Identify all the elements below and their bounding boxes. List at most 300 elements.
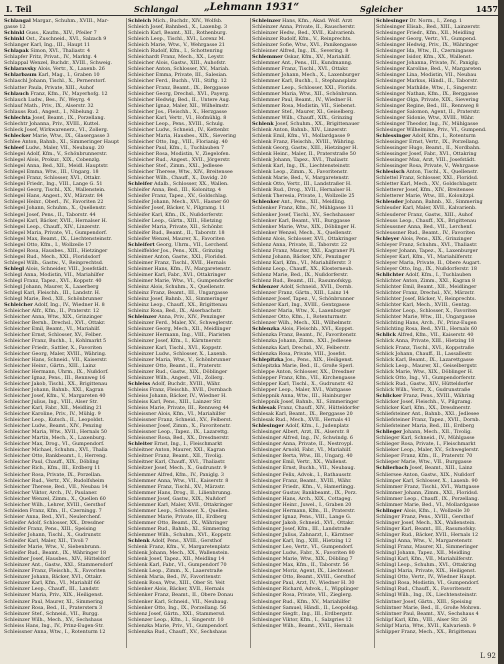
entry-text: Hans, Kfm., Akad. Wolf. Arzt: [280, 18, 353, 24]
entry-text: Schlenker Otto, Ing., IX., Porzellang. 56: [128, 604, 227, 611]
entry-text: Schleinzer Ant., Gastw., XXI., Stammersdorf: [4, 562, 113, 569]
entry-text: Schleicher Michael, Schuhm., XVI., Thalia: [4, 447, 108, 454]
entry-text: Schleicher Karl, Vertr., VI., Hofmühlg. 8: [128, 114, 227, 121]
entry-text: Adalb., Schlosser, XX., Wallen.: [152, 181, 229, 188]
entry-text: Schlemmer Wilh., Chauff., XIX., Grinzing: [252, 114, 353, 121]
entry-text: Schlenz Alois, Schlosser, XVI., Ottakringer: [252, 235, 357, 242]
entry-text: Schliefsteiner Maria, Bed., III., Erdberg: [376, 423, 475, 430]
entry-text: Schlappal Wenzel, Buchdr., XVIII., Schweig.: [4, 60, 113, 67]
entry-text: Schlesinger Wilh., Beamt., XVII., Hernals: [252, 622, 354, 629]
entry-text: Schlesinger Leo, Vertr., VI., Gumpendorf.: [252, 544, 354, 551]
entry-surname: Schlapak: [4, 48, 29, 55]
entry-text: Schleck Josef, Wirkwarenerz., VI., Zollerg.: [4, 126, 109, 133]
entry-text: Schleinzer Rud., Gastw., XIX., Döblinger: [128, 368, 228, 375]
entry-surname: Schlenker: [252, 199, 280, 206]
entry-text: Adolf, Kfm., I., Tuchlauben: [404, 271, 472, 278]
entry-text: Schleicher Ignaz, Maler, XII., Wilhelmstr.: [128, 102, 230, 109]
entry-text: Schleich Karl, Beamt., XII., Rothenburg.: [128, 30, 228, 37]
entry-text: Schlegel Heinr., Oberl., IV., Favoriten 22: [4, 199, 104, 206]
entry-text: Schlesinger Otto, Beamt., XVIII., Gersthof: [252, 574, 356, 581]
entry-text: Schlesinger Nathan, Kfm., IX., Berggasse: [376, 90, 479, 97]
entry-text: Schleimer Anton, Gastw., XXI., Floridsd.: [128, 253, 227, 260]
entry-surname: Schinkl: [4, 30, 25, 37]
entry-text: Schlenker Franz, Beamt., II., Obere Donau: [128, 592, 234, 599]
entry-text: Schlegel Max, Beamt., IX., Liechtensteinstr.: [4, 235, 112, 242]
entry-text: Schleicher Otto, Bankbeamt., I., Herreng.: [4, 453, 107, 460]
entry-text: Schlegl Johann, Maurer, X., Laaerberg: [4, 284, 99, 291]
entry-text: Schlenk Josef, Tapez., XII., Meidling 14: [128, 556, 225, 563]
entry-text: Schlegl Franz, Tapez., XVI., Koppstr. 40: [4, 278, 102, 285]
entry-text: Schleicher Rud., Vertr., XV., Rudolfsheim: [4, 477, 105, 484]
entry-text: Schlenz Josef, Gärtn., XXI., Stammersd.: [128, 610, 226, 617]
entry-text: Schlesinger Ignaz, Pens., VIII., Lange G.: [252, 513, 352, 520]
entry-text: Schlichter Marie, Wtw., III., Ungargasse: [376, 314, 476, 321]
entry-surname: Schlepitzka: [252, 356, 284, 363]
entry-text: Schlemmer Marie, Private, III., Erdberg: [128, 513, 227, 520]
entry-text: Schleicher Max, Drog., VI., Gumpendorf.: [4, 441, 105, 448]
entry-text: Schlemmer Wilh., Schuhm., XVI., Koppstr.: [128, 531, 232, 538]
entry-surname: Schlick: [376, 332, 396, 339]
entry-text: Josef, Beamt., IX., Porzellang.: [30, 114, 106, 121]
entry-surname: Schlierbach: [376, 465, 409, 472]
entry-text: Schleitner Karl, Chauff., XVI., Thaliastr.: [128, 459, 226, 466]
entry-text: Schleinzer Johann, Bäcker, XVI., Ottakr.: [4, 574, 103, 581]
entry-text: Jos., Pens., XIX., Heiligenst.: [283, 356, 354, 363]
entry-text: Schlesinger Heinr., Juwel., I., Graben 20: [252, 501, 352, 508]
column-divider: [374, 18, 375, 648]
entry-text: Schlenzka Franz, Beamt., IV., Favoritenstr.: [252, 332, 357, 339]
entry-text: Schlingl Otto, Vertr., IV., Wiedner Haupt.: [376, 574, 477, 581]
entry-text: Schlick Wilh., Vertr., X., Gudrunstraße: [376, 386, 471, 393]
entry-text: Schleicher Martin, Mech., X., Laxenburg.: [4, 435, 106, 442]
entry-text: Schlemmer Leop., Schlosser, XXI., Florids.: [252, 84, 357, 91]
entry-text: Schlick Marie, Wtw., XIX., Döblinger H.: [376, 368, 474, 375]
entry-text: Schleicher Wilh., Lehrer, XVIII., Gersthof: [4, 501, 106, 508]
entry-text: Schlaschl Johann, Tischl., X., Pernerstorf.: [4, 78, 106, 85]
entry-text: Ludw., Maler, VII., Neubaug. 20: [24, 144, 104, 151]
entry-text: Schlintner Marie, Bed., II., Große Mohren.: [376, 604, 481, 611]
entry-text: Schleicher Paul, Chauff., XIX., Döbling: [4, 459, 99, 466]
entry-text: Schlesinger Friedr., Kfm., XII., Meidling: [376, 30, 475, 37]
column-4: [376, 18, 496, 648]
entry-surname: Schleef: [4, 144, 25, 151]
entry-text: Mich., Buchdr., XIV., Wolfsb.: [151, 18, 223, 24]
entry-surname: Schleifert: [128, 241, 155, 248]
entry-text: Schlingl Maria, Private, XIX., Heiligenst.: [376, 568, 477, 575]
entry-text: Schlemmer Karl, Buchh., I., Stephansplatz: [252, 78, 357, 85]
entry-text: Schleicher Alois, Gastw., XIII., Auhofstr.: [128, 60, 227, 67]
entry-text: Schlenzka Johann, Zimm., XXI., Jedlesee: [252, 338, 352, 345]
entry-text: Schlenk Leop., Zimm., X., Favoritenstr.: [252, 169, 348, 176]
entry-text: Schleich Marie, Wtw., V., Wehrgasse 21: [128, 42, 225, 49]
entry-text: Schlesinger Emil, Vertr., XX., Wallenst.: [252, 459, 348, 466]
entry-text: Schlesinger Markus, Händl., II., Taborstr.: [376, 78, 479, 85]
entry-surname: Schlesisch: [376, 169, 405, 176]
entry-text: Schlimmer Johann, Zimm., XXI., Floridsd.: [376, 489, 479, 496]
entry-text: Schleifer Johann, Mech., XVI., Hasner 60: [128, 199, 230, 206]
entry-text: Schleicher Anna, Wtw., XIX., Grinzinger: [4, 314, 103, 321]
entry-text: Schleissner Rosa, Bed., XX., Dresdnerstr.: [128, 435, 230, 442]
entry-text: Schleicher Rud., Angest., XVII., Jörgerstr.: [128, 157, 231, 164]
entry-text: Schleifer Josef, Bäcker, V., Pilgramg. 11: [128, 205, 226, 212]
entry-text: Schlechtr Johanna, Priv., XVIII., Kuttel.: [4, 120, 100, 127]
entry-text: Schlesinger Franz, Beamt., XVIII., Währ.: [252, 477, 352, 484]
entry-text: Schlegel Leop., Chauff., XIV., Linzerstr.: [4, 223, 101, 230]
entry-text: Schleinzer Leop., Chauff., III., Landstr.: [4, 586, 100, 593]
entry-text: Schlemmer Paul, Beamt., IV., Wiedner H.: [252, 96, 353, 103]
entry-text: Schlesinger Richard, Advok., I., Wipplinger: [252, 586, 359, 593]
entry-text: Schlimper Karl, Schlosser, X., Laxenb. 90: [376, 477, 478, 484]
entry-surname: Schleuder: [376, 199, 404, 206]
running-head-left: Schlangal: [134, 4, 179, 14]
entry-text: Schleicher Friedr., Sattler, X., Favoriten: [4, 344, 103, 351]
entry-text: Ant., Pens., XII., Meidling.: [279, 199, 346, 206]
entry-text: Schlintner Josef, Gärtn., XIII., Speising: [376, 598, 472, 605]
entry-surname: Schlessinger: [376, 132, 411, 139]
entry-text: Schleissner Alois, Kfm., VI., Mariahilfer: [128, 411, 226, 418]
entry-text: Schlicker Josef, Fleischh., V., Pilgramg.: [376, 398, 473, 405]
entry-text: Schleicher Stef., Zimm., XXI., Jedlesee: [128, 163, 223, 170]
entry-text: Schleissner Josef, Zimm., X., Favoritenstr.: [128, 423, 231, 430]
entry-surname: Schlenk: [128, 538, 150, 545]
entry-text: Franz, Chauff., XIV., Hütteldorfer: [276, 405, 360, 411]
entry-text: Schlichting Rosa, Bed., XVII., Hernals 60: [376, 326, 478, 333]
entry-text: Schlegel Rosa, Hausbes., XIII., Hietzinger: [4, 247, 108, 254]
header-rule: [4, 15, 500, 16]
entry-text: Karl, Mag., I., Graben 10: [36, 72, 100, 79]
entry-text: Schlenker Marie, Wtw., XIX., Döblinger H.: [252, 223, 357, 230]
entry-text: Schlegel Karl, Bäcker, XVII., Hernalser H.: [4, 217, 108, 224]
entry-surname: Schleyer: [376, 235, 400, 242]
entry-text: Schlesinger Ida, Wtw., II., Czerningasse: [376, 48, 475, 55]
entry-text: Schlemmer Karl, Maler, XVII., Ottakringer: [128, 501, 233, 508]
entry-text: Schleppnik Anna, Wtw., III., Hainburger: [252, 392, 351, 399]
entry-text: Schleifer Johann, Tischl., X., Gudrunstr.: [4, 531, 102, 538]
entry-text: Schletterer Josef, Kfm., XIV., Breitensee: [376, 187, 474, 194]
entry-text: Schlichter Anton, Zimm., XXI., Kagran 8: [376, 278, 476, 285]
entry-text: Schlesinger Arnold, Fabr., VI., Mariahilf.: [252, 447, 352, 454]
entry-text: Schleinz Alois, Schuhm., X., Quellenstr.: [128, 284, 225, 291]
entry-text: Schlenzer Otto, Kfm., I., Rotenturmstr.: [252, 314, 348, 321]
entry-surname: Schlecker: [4, 132, 31, 139]
entry-text: Schleifer Adolf, Schlosser, XX., Dresdner: [4, 519, 105, 526]
entry-text: Schlessinger Ernst, Vertr., IX., Porzellang.: [376, 138, 480, 145]
entry-text: Simon, XVI., Thaliastr. 4: [28, 48, 91, 55]
entry-text: Schleinzer Franz, Fleischh., X., Favoriten: [4, 568, 106, 575]
entry-text: Schleicher Rosa, Modistin, V., Ziegelofen.: [128, 151, 231, 158]
entry-text: Schleifer Rud., Beamt., IX., Währinger 18: [4, 550, 107, 557]
entry-text: Schlipf Maria, Wtw., XVII., Kalvarienb. 9: [376, 622, 476, 629]
entry-text: Adolf, Schneid., XVII., Dornb.: [278, 284, 353, 291]
entry-text: Schlegel Maria, Private, VI., Gumpendorf.: [4, 229, 108, 236]
directory-entry: [252, 623, 372, 629]
entry-text: Schleicher Franz, Beamt., IX., Berggasse: [128, 84, 230, 91]
entry-text: Alois, Schneider, VIII., Josefstädt.: [24, 265, 109, 272]
entry-text: Schlick Franz, Tischl., XVI., Koppstraße: [376, 344, 474, 351]
entry-text: Schlipf Karl, Kfm., VIII., Alser Str. 26: [376, 616, 468, 623]
entry-text: Alois, Pens., XIX., Grinzinger: [399, 235, 472, 242]
entry-text: Schlingl Rosa, Modistin, VI., Gumpendorf.: [376, 580, 480, 587]
entry-text: Schleicher Karl, Fabr., XII., Meidling 21: [4, 405, 102, 411]
entry-text: Schlesinger Marie, Wtw., XIX., Döbling 7: [252, 556, 353, 563]
entry-text: Schleich Josef, Bahnbed., X., Laxenbg. 3: [128, 24, 228, 31]
entry-text: Schlesinger Albert, Arzt, IX., Alserstr. 8: [252, 429, 350, 436]
entry-text: Schleicher Georg, Maler, XVIII., Währing.: [4, 350, 107, 357]
entry-text: Schlenker Karl, Schneid., VII., Neubaug.: [128, 598, 229, 605]
entry-text: Schlesinger Rosa, Private, VII., Zieglerg.: [252, 592, 353, 599]
entry-text: Schleicher Johann, Bahnb., XXI., Kagran: [4, 386, 104, 393]
entry-text: Schlenker Franz, Kfm., IV., Mühlgasse 11: [252, 205, 354, 212]
entry-text: Schlemmer Alfred, Kfm., IV., Paniglg. 3: [128, 471, 224, 478]
entry-text: Schlemmer Anna, Wtw., VII., Kaiserstr. 8: [128, 477, 229, 484]
entry-text: Schlenk Theresia, Private, I., Wollzeile 25: [252, 193, 355, 200]
entry-text: Schlesinger Lina, Modistin, VII., Neubau: [376, 72, 477, 79]
entry-text: Schlingl Anna, Wtw., V., Margaretenstr.: [376, 538, 473, 545]
entry-text: Schleicher Emil, Beamt., VI., Mariahilf.: [4, 326, 101, 333]
entry-text: Schlesinger Viktor, Kfm., I., Salzgries 12: [252, 616, 352, 623]
column-1: [4, 18, 124, 648]
column-3: [252, 18, 372, 648]
entry-text: Schlenker Karl, Beamt., VII., Burggasse: [252, 217, 351, 224]
entry-text: Schlegel Georg, Tischl., XX., Wallenstein.: [4, 187, 106, 194]
entry-text: Schlesinger Ernst, Buchh., VII., Neubaug.: [252, 465, 356, 472]
entry-text: Schlesinger Rud., Kfm., XV., Mariahilfer: [252, 598, 351, 605]
entry-text: Schlapfer Fritz, Privat., IV., Marktg. 4: [4, 54, 97, 61]
entry-text: Schlegel Hans, Angest., XV., Märzstr. 84: [4, 193, 103, 200]
column-divider: [250, 18, 251, 648]
directory-columns: [4, 18, 500, 648]
entry-text: Schleuderer Franz, Gastw., XIII., Auhof: [376, 211, 473, 218]
entry-text: Schlepper Karl, Tischl., X., Gudrunstr. 42: [252, 380, 354, 387]
entry-text: Schlick Leop., Maurer, XI., Geiselbergstr.: [376, 362, 478, 369]
entry-text: Schleimer Karl, Fabr., XVI., Ottakringer: [128, 271, 226, 278]
entry-text: Schlemmer Josef, Gastw., XIX., Nußdorf: [128, 495, 226, 502]
entry-text: Adolf, Kfm., I., Rotenturm: [410, 132, 476, 139]
entry-text: Schlenk Otto, Vertr., III., Landstraßer H.: [252, 181, 352, 188]
entry-text: Schlieper Franz, Kfm., II., Praterstr. 70: [376, 453, 473, 460]
entry-text: Schlesinger Samuel, Händl., II., Leopoldsg.: [252, 604, 359, 611]
entry-text: Schlenz Karl, Kfm., VI., Mariahilferstr. 3: [252, 259, 352, 266]
entry-surname: Schleiss: [128, 380, 151, 387]
entry-text: Schlesinger Karoline, Bed., V., Margareten: [376, 66, 482, 73]
entry-text: Schleppnik Josef, Bahnb., XI., Simmeringer: [252, 398, 359, 405]
entry-text: Adolf, Buchdr., XVIII., Währ.: [150, 380, 221, 387]
entry-surname: Schleicher: [4, 302, 33, 309]
entry-text: Schleitzer Josef, Mech., X., Gudrunstr. 9: [128, 465, 227, 472]
entry-text: Schlicker Karl, Kfm., XX., Dresdnerstr.: [376, 405, 471, 411]
entry-text: Schlenk Maria, Bed., IV., Favoritenstr.: [128, 574, 222, 581]
entry-text: Schlesinger Julius, Zahnarzt, I., Kärntner: [252, 531, 354, 538]
entry-text: Schlesinger Wilhelmine, Priv., VI., Gumpend.: [376, 126, 487, 133]
entry-text: Schletterer Marie, Wtw., III., Kolonitzpl.: [376, 193, 475, 200]
entry-text: Schlesinger Gustav, Bankbeamt., IX., Porz.: [252, 489, 357, 496]
entry-surname: Schlicker: [376, 392, 402, 399]
entry-text: Schlick Anna, Private, XIII., Hietzing 18: [376, 338, 475, 345]
entry-text: Schlinger Rud., Bäcker, XVII., Hernals 12: [376, 531, 479, 538]
entry-text: Schleifer Wenzel, Maurer, X., Favoriten: [128, 235, 225, 242]
entry-text: Schlenk Marie, Bed., V., Margaretenstr.: [252, 175, 350, 182]
entry-text: Schlenzka Rud., Chauff., XV., Sechshaus: [128, 628, 227, 635]
entry-text: Schleifner Josef, Hausbes., XIV., Hütteldorf: [4, 556, 110, 563]
entry-text: Schlingl Johann, Tapez., XII., Meidling: [376, 550, 471, 557]
entry-text: Schlesinger Friedr., Kfm., V., Hamerlingg.: [252, 483, 355, 490]
entry-text: Schlemmer Ant., Pens., III., Kundmanng.: [252, 60, 353, 67]
entry-text: Schleinz Josef, Bahnb., XI., Simmeringer: [128, 296, 228, 303]
entry-text: Schlieper Marie, Wtw., VII., Burggasse: [376, 459, 472, 466]
entry-text: Schlinger Josef, Mech., XX., Wallenstein.: [376, 519, 476, 526]
entry-text: Schleich Leop., Tischl., XVI., Lorenz M.: [128, 36, 225, 43]
entry-text: Schleicher Josef, Kfm., V., Margareten 40: [4, 392, 106, 399]
entry-text: Schleinzer Maria, Priv., XIX., Heiligenst.: [4, 592, 104, 599]
entry-text: Schletter Karl, Mech., XV., Goldschlagstr.: [376, 181, 478, 188]
entry-text: Schlenk Franz, Fleischh., XVIII., Währing.: [252, 138, 356, 145]
entry-surname: Schlichter: [376, 271, 404, 278]
entry-text: Schleicher Julius, Ing., VIII., Alser Str.: [4, 398, 98, 405]
entry-text: Schleicher Georg, Drechsl., XVI., Payerg.: [128, 90, 230, 97]
entry-text: Schlesinger Max, Kfm., II., Taborstr. 56: [252, 562, 349, 569]
entry-text: Schleinz Franz, Beamt., III., Ungargasse: [128, 290, 228, 297]
entry-text: Schliersee Anton, Gastw., XIX., Nußdorf: [376, 471, 475, 478]
entry-text: Schlenk Heinr., Maler, II., Praterstraße 50: [252, 151, 356, 158]
entry-text: Ost., Zuschneid., XVI., Salzach 9: [24, 36, 107, 43]
entry-text: Schlepper Leop., Maler, XVI., Wattgasse: [252, 386, 351, 393]
entry-text: Schlesinger Ludw., Fabr., X., Favoriten 80: [252, 550, 355, 557]
entry-text: Schlessinger Rosa, Private, V., Wehrgasse: [376, 163, 479, 170]
entry-text: Schlenk Anton, Bahnb., XIV., Linzerstr.: [252, 126, 348, 133]
entry-text: Adolf, Ing., IV., Wiedner H. 8: [32, 302, 105, 309]
entry-text: Franz, Pens., XVIII., Währing: [401, 392, 475, 399]
entry-text: Schlenk Emil, Kfm., VI., Mollardgasse 9: [252, 132, 350, 139]
entry-text: Schlenk Johann, Tapez., XVI., Thaliastr.: [252, 157, 349, 164]
page-header: [4, 2, 500, 16]
entry-text: Schleifer Franz, Pens., XIII., Speising: [4, 525, 96, 532]
entry-text: Schleicher Alfr., Kfm., II., Praterstr. 12: [4, 308, 100, 315]
entry-text: Schlenzer Maria, Wtw., X., Laxenburger: [252, 308, 351, 315]
entry-text: Schlimmer Marie, Bed., VI., Mollardgasse: [376, 501, 480, 508]
entry-text: Schlenz Anna, Private, II., Taborstr. 22: [252, 241, 348, 248]
entry-text: Schleicher Maria, Wtw., XVII., Hernals 50: [4, 429, 108, 436]
entry-surname: Schleich: [128, 18, 152, 24]
entry-text: Josef, Schuhm., XX., Brigittenauer: [273, 120, 360, 127]
entry-text: Schlingl Franz, Maurer, XI., Simmeringer: [376, 544, 479, 551]
entry-text: Adolf, Kfm., I., Judenplatz: [284, 423, 349, 430]
entry-text: Schlenk Leop., Zimm., X., Laaerstraße: [128, 568, 223, 575]
entry-text: Schleinzer Rosa, Bed., II., Praterstern 3: [4, 604, 103, 611]
entry-text: Schlesinger Isidor, Kfm., XX., Wallenst.: [376, 54, 473, 61]
entry-text: Schleicher Rosa, Private, IX., Porzellan.: [4, 471, 102, 478]
entry-text: Schlegl Karl, Fleischh., III., Landstr. H.: [4, 290, 101, 297]
entry-text: Schlegel Otto, Kfm., I., Wollzeile 17: [4, 241, 92, 248]
entry-text: Schleussner Rud., Beamt., IV., Favoriten: [376, 229, 476, 236]
entry-surname: Schlesinger: [252, 423, 284, 430]
entry-text: Schlenker Wenzel, Mech., X., Quellenstr.: [252, 229, 353, 236]
section-label: I. Teil: [6, 4, 32, 14]
entry-text: Anna, Priv., XIV., Penzinger: [156, 314, 225, 321]
entry-text: Schlimmer Franz, Tischl., XVI., Wattgasse: [376, 483, 480, 490]
entry-text: Schleifer Franz, Tapez., XV., Goldschlag.: [128, 193, 228, 200]
entry-text: Schlauch Ludw., Bes., IV., Weyrg. 4: [4, 96, 91, 103]
entry-text: Schleifer Rud., Beamt., II., Taborstr. 18: [128, 229, 225, 236]
entry-text: Schleimer Hans, Kfm., IV., Margaretenstr.: [128, 265, 232, 272]
entry-text: Ernst, Ing., I., Fleischmarkt: [152, 441, 223, 448]
entry-text: Schlenk Rud., Drog., XVII., Hernalser H.: [252, 187, 352, 194]
entry-text: Schleifer Leop., Gärtn., XIII., Hietzing: [128, 217, 222, 224]
entry-text: Schlesinger Georg, Vertr., VI., Gumpend.: [376, 36, 477, 43]
entry-text: Schlauf Math., Priv., IX., Alserstr. 32: [4, 102, 94, 109]
entry-text: Schlemmer Otto, Beamt., IX., Währinger: [128, 519, 228, 526]
entry-text: Schlesinger Berta, Wtw., III., Ungarg. 40: [252, 453, 353, 460]
entry-text: Schleinzer Sofie, Wtw., XVI., Panikengasse: [252, 42, 357, 49]
entry-text: Schleicher Paul, Kfm., I., Tuchlauben 7: [128, 144, 224, 151]
entry-surname: Schlenzer: [252, 284, 279, 291]
entry-text: Schleicher Heinr., Gärtn., XIII., Lainz: [4, 362, 96, 369]
entry-surname: Schlenk: [252, 120, 274, 127]
entry-text: Schleyer Maria, Private, II., Obere Augart.: [376, 259, 481, 266]
entry-surname: Schlangal: [4, 18, 31, 24]
entry-text: Alfred, Kfm., VII., Kaiserstr. 40: [395, 332, 474, 339]
entry-text: Schleinzer Karl, Kfm., VI., Mariahilf 66: [4, 580, 100, 587]
entry-text: Schlingl Rud., Chauff., X., Favoritenstr.: [376, 586, 472, 593]
entry-text: Schleussner Anna, Bed., VII., Lerchenf.: [376, 223, 473, 230]
entry-text: Schlessinger Josef, Fabr., XVI., Ottakring: [376, 151, 477, 158]
entry-text: Schleich Rudolf, Kfm., I., Schottenring: [128, 48, 223, 55]
entry-surname: Schlesinger: [376, 18, 408, 24]
entry-text: Schlesinger Karl, Ing., XIII., Hietzing 12: [252, 538, 352, 545]
entry-text: Schlesinger Regine, Bed., III., Rennweg 8: [376, 102, 479, 109]
entry-text: Schlesinger Johanna, Private, IV., Paniglg.: [376, 60, 480, 67]
entry-text: Schliefsteiner Franz, Tapez., XVII., Dornb.: [376, 417, 481, 424]
entry-text: Schlick Otto, Ing., VI., Gumpendorferstr.: [376, 374, 476, 381]
entry-text: Schlemmer Maria, Wtw., XII., Schönbrunn.: [252, 90, 358, 97]
entry-text: Schleinzer Maria, Wtw., V., Schönbrunner: [128, 356, 231, 363]
entry-text: Schlauss Rud., Angest., I., Nibelung. 2: [4, 108, 99, 115]
entry-text: Schlessinger Hugo, Beamt., II., Nordbahn.: [376, 144, 481, 151]
entry-text: Schlichter Franz, Drechsl., XV., Märzstr.: [376, 290, 475, 297]
entry-surname: Schleinzer: [128, 314, 157, 321]
entry-text: Dr. Norm., I., Zeng. 1: [408, 18, 463, 24]
entry-text: Schlesinger Jakob, Schneid., XVI., Ottakr.: [252, 519, 355, 526]
entry-text: Schleinzer Wilh., Mech., XV., Sechshaus: [4, 616, 103, 623]
entry-text: Schleicher Wilh., Chauff., X., Davidg. 20: [128, 175, 227, 182]
entry-text: Schleppe Anton, Schlosser, XX., Dresdner: [252, 368, 355, 375]
entry-text: Schlegel Adolf, Kfm., V., Schönbrunnerstr.: [4, 151, 108, 158]
entry-text: Schleiden Franz, Kfm., II., Czerningg. 7: [4, 507, 102, 514]
entry-text: Schlichter Emil, Beamt., XII., Meidlinger: [376, 284, 477, 291]
entry-text: Schlemmer Rud., Bahnb., XI., Simmering: [128, 525, 230, 532]
entry-surname: Schlinger: [376, 507, 403, 514]
entry-text: Schlenzer Leop., Kfm., I., Singerstr. 10: [128, 616, 224, 623]
entry-text: Schlimmer Leop., Chauff., IX., Porzellang.: [376, 495, 480, 502]
entry-surname: Schlemmer: [252, 54, 283, 61]
directory-entry: [376, 629, 496, 635]
entry-text: Schleicher Hedwig, Bed., II., Untere Aug.: [128, 96, 231, 103]
entry-text: Schleier Anna, Bed., XVI., Neulerchenf.: [4, 513, 102, 520]
entry-text: Schlenk Rosa, Wtw., XIII., Ober St. Veit: [128, 580, 225, 587]
entry-text: Schlinger Karl, Beamt., III., Rasumofsky.: [376, 525, 477, 532]
entry-surname: Schinkl: [4, 36, 25, 43]
entry-text: Schlemmer Franz, Tischl., XVI., Ottakr.: [252, 66, 349, 73]
entry-text: Schlenzka Karl, Drechsl., XV., Felberstr.: [252, 344, 350, 351]
entry-text: Schlintner Paul, Beamt., XV., Sechshaus 4: [376, 610, 479, 617]
entry-text: Franz, Kfm., IV., Mayerhofg. 12: [28, 90, 108, 97]
entry-surname: Schlesak: [252, 405, 277, 411]
entry-text: Schlesinger Olga, Private, XIX., Sievering: [376, 96, 479, 103]
entry-text: Schleinzer Hedw., Bed., XVII., Kalvarienb.: [252, 30, 356, 37]
entry-text: Schleicher Therese, Wtw., XIV., Breitensee: [128, 169, 233, 176]
entry-surname: Schlaravsky: [4, 66, 37, 73]
entry-text: Guss., Kaufm., XIV., Pfeiler 7: [24, 30, 97, 37]
entry-text: Alois, Fleischh., XVI., Koppst.: [279, 326, 354, 333]
